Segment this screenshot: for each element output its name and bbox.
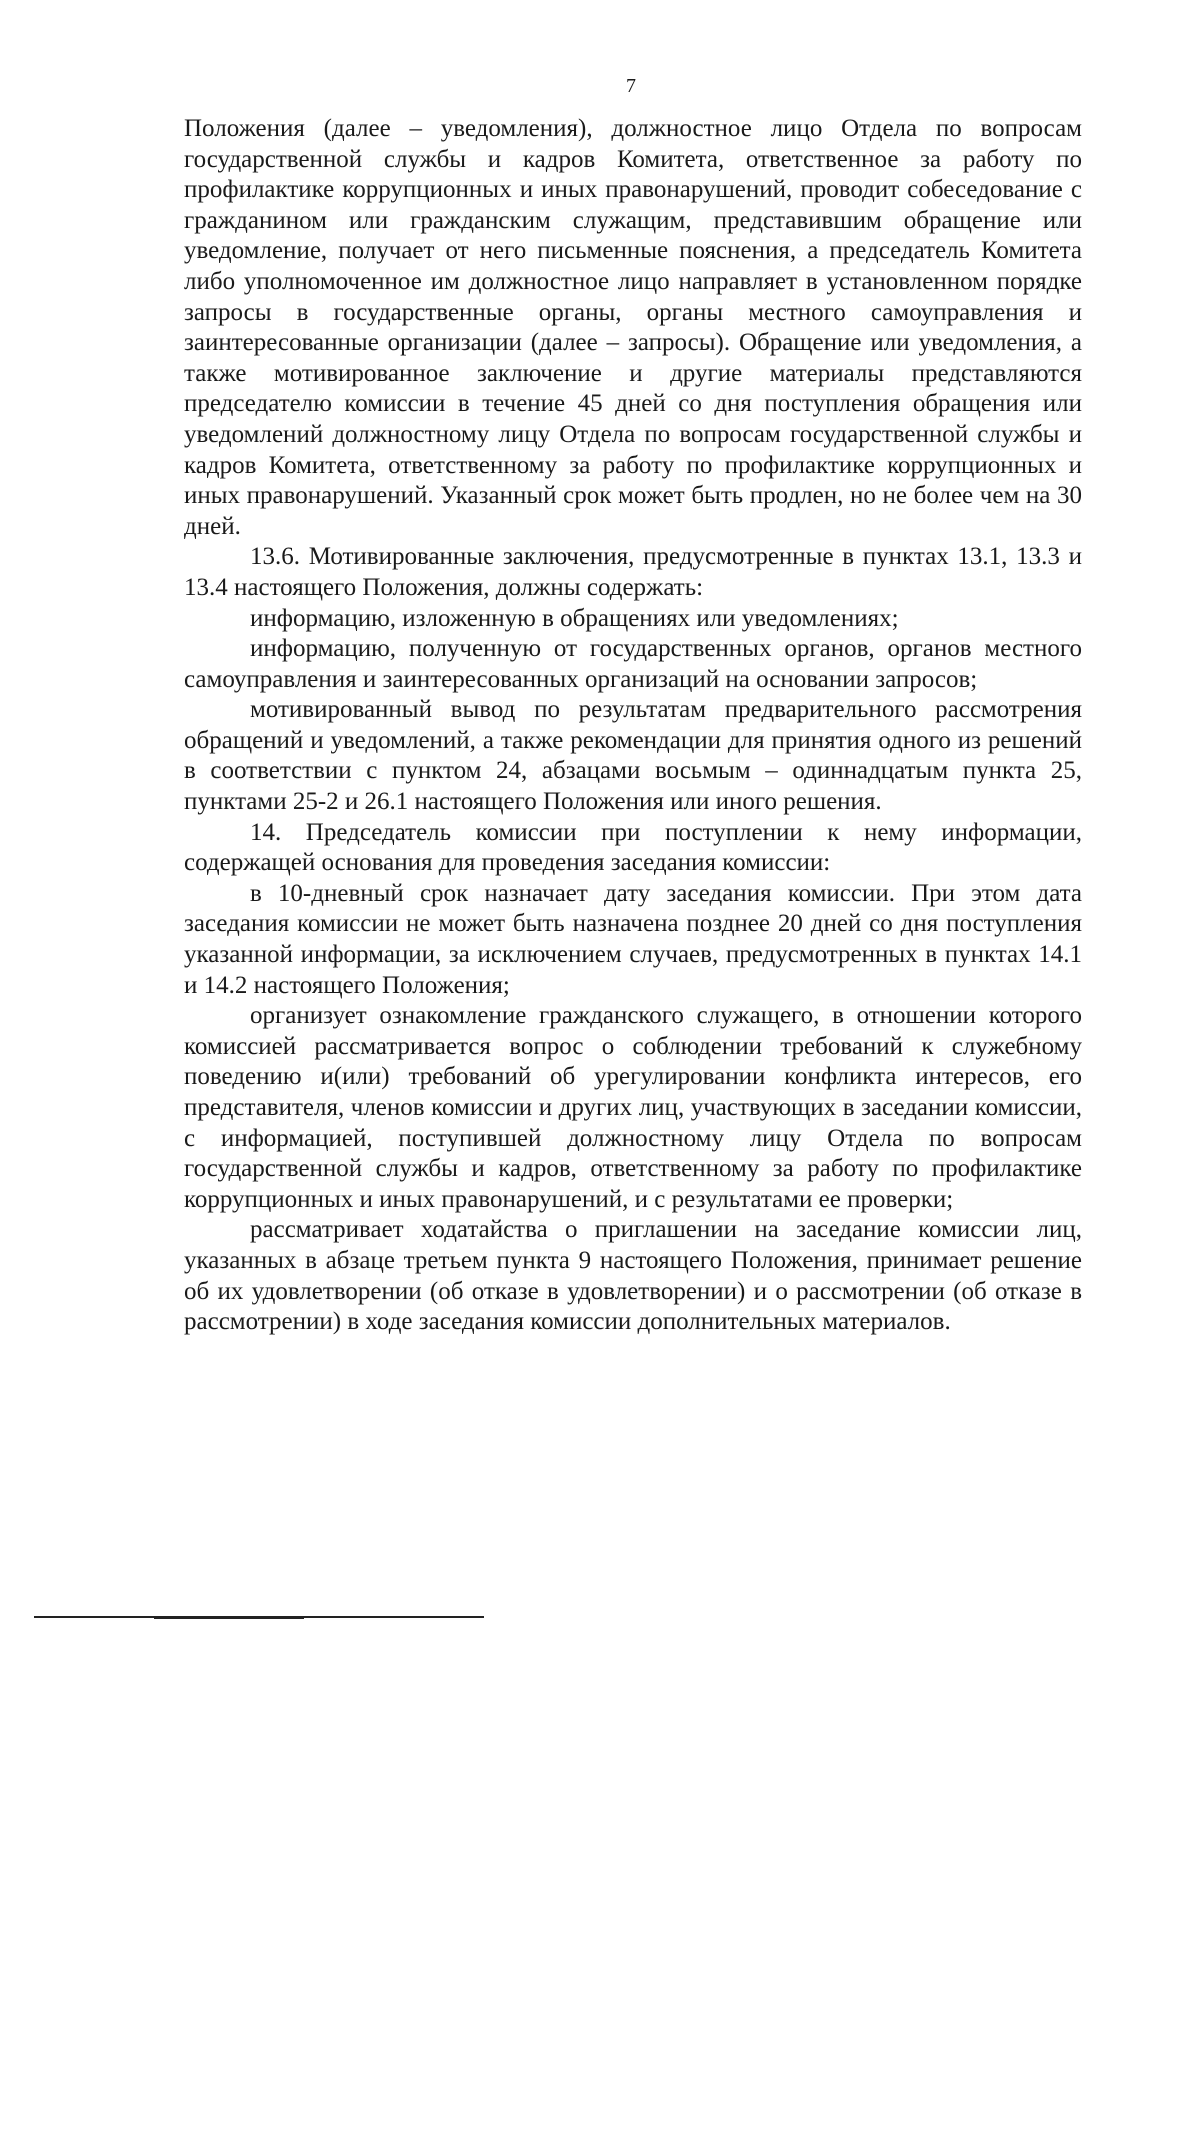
paragraph-item-information-from-agencies: информацию, полученную от государственных органов, органов местного самоуправления и заинтересованных организаций на основании запросов; bbox=[184, 635, 1082, 693]
paragraph-item-reasoned-conclusion: мотивированный вывод по результатам предварительного рассмотрения обращений и уведомлений, а также рекомендации для принятия одного из решений в соответствии с пунктом 24, абзацами восьмым – одиннадцатым пункта 25, пунктами 25-2 и 26.1 настоящего Положения или иного решения. bbox=[184, 696, 1082, 816]
paragraph-13-6: 13.6. Мотивированные заключения, предусмотренные в пунктах 13.1, 13.3 и 13.4 настоящего Положения, должны содержать: bbox=[184, 543, 1082, 601]
paragraph-item-information-in-appeals: информацию, изложенную в обращениях или уведомлениях; bbox=[250, 604, 899, 632]
paragraph-item-familiarization: организует ознакомление гражданского служащего, в отношении которого комиссией рассматривается вопрос о соблюдении требований к служебному поведению и(или) требований об урегулировании конфликта интересов, его представителя, членов комиссии и других лиц, участвующих в заседании комиссии, с информацией, поступившей должностному лицу Отдела по вопросам государственной службы и кадров, ответственному за работу по профилактике коррупционных и иных правонарушений, и с результатами ее проверки; bbox=[184, 1002, 1082, 1213]
page-number: 7 bbox=[626, 75, 636, 97]
paragraph-continuation: Положения (далее – уведомления), должностное лицо Отдела по вопросам государственной службы и кадров Комитета, ответственное за работу по профилактике коррупционных и иных правонарушений, проводит собеседование с гражданином или гражданским служащим, представившим обращение или уведомление, получает от него письменные пояснения, а председатель Комитета либо уполномоченное им должностное лицо направляет в установленном порядке запросы в государственные органы, органы местного самоуправления и заинтересованные организации (далее – запросы). Обращение или уведомления, а также мотивированное заключение и другие материалы представляются председателю комиссии в течение 45 дней со дня поступления обращения или уведомлений должностному лицу Отдела по вопросам государственной службы и кадров Комитета, ответственному за работу по профилактике коррупционных и иных правонарушений. Указанный срок может быть продлен, но не более чем на 30 дней. bbox=[184, 115, 1082, 540]
document-body bbox=[184, 114, 1082, 1338]
paragraph-item-meeting-date: в 10-дневный срок назначает дату заседания комиссии. При этом дата заседания комиссии не может быть назначена позднее 20 дней со дня поступления указанной информации, за исключением случаев, предусмотренных в пунктах 14.1 и 14.2 настоящего Положения; bbox=[184, 879, 1082, 999]
footnote-separator-line bbox=[34, 1616, 484, 1618]
paragraph-14: 14. Председатель комиссии при поступлении к нему информации, содержащей основания для проведения заседания комиссии: bbox=[184, 818, 1082, 877]
paragraph-item-petitions: рассматривает ходатайства о приглашении на заседание комиссии лиц, указанных в абзаце третьем пункта 9 настоящего Положения, принимает решение об их удовлетворении (об отказе в удовлетворении) и о рассмотрении (об отказе в рассмотрении) в ходе заседания комиссии дополнительных материалов. bbox=[184, 1216, 1082, 1336]
